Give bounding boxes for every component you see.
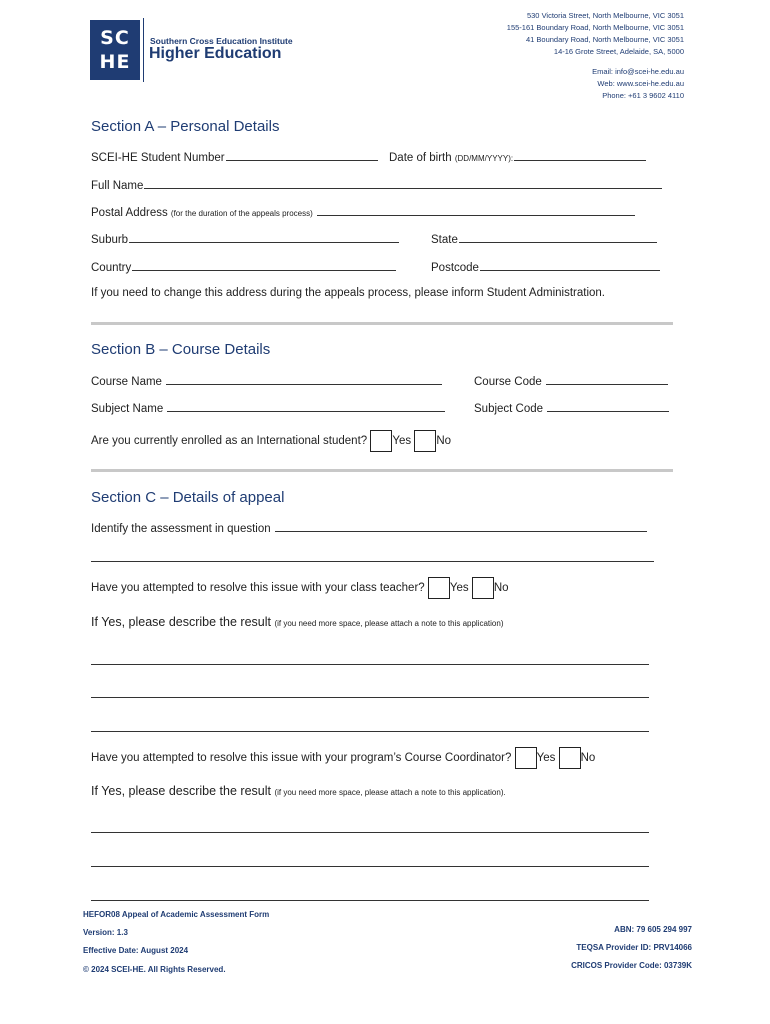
teacher-result-line[interactable] xyxy=(91,664,649,665)
coordinator-yes-label: Yes xyxy=(536,752,556,765)
address-line: 41 Boundary Road, North Melbourne, VIC 3051 xyxy=(525,35,684,44)
coordinator-no-checkbox[interactable] xyxy=(559,747,581,769)
teacher-row xyxy=(91,577,509,599)
international-question: Are you currently enrolled as an International student? xyxy=(91,435,368,448)
student-number-label: SCEI-HE Student Number xyxy=(91,152,225,164)
assessment-field-line-2[interactable] xyxy=(91,561,654,562)
teacher-result-line[interactable] xyxy=(91,731,649,732)
postal-address-label: Postal Address xyxy=(91,207,168,219)
state-field[interactable] xyxy=(459,231,657,243)
teacher-yes-label: Yes xyxy=(449,582,469,595)
course-name-label: Course Name xyxy=(91,376,162,388)
logo-divider xyxy=(143,18,144,82)
logo-top-text: SC xyxy=(100,27,130,49)
international-yes-label: Yes xyxy=(392,435,412,448)
postal-address-note: (for the duration of the appeals process) xyxy=(170,209,313,218)
assessment-label: Identify the assessment in question xyxy=(91,523,271,535)
section-a-title: Section A – Personal Details xyxy=(91,118,280,135)
full-name-field[interactable] xyxy=(144,177,662,189)
section-b-title: Section B – Course Details xyxy=(91,341,271,358)
address-change-note: If you need to change this address during the appeals process, please inform Student Administration. xyxy=(91,287,605,299)
international-row xyxy=(91,430,451,452)
coordinator-row xyxy=(91,747,595,769)
coordinator-result-line[interactable] xyxy=(91,832,649,833)
international-no-label: No xyxy=(436,435,452,448)
address-line: 14-16 Grote Street, Adelaide, SA, 5000 xyxy=(553,47,684,56)
coordinator-yes-checkbox[interactable] xyxy=(515,747,537,769)
course-code-field[interactable] xyxy=(546,373,668,385)
coordinator-result-line[interactable] xyxy=(91,866,649,867)
subject-code-row xyxy=(474,400,669,415)
dob-field[interactable] xyxy=(514,149,646,161)
address-line: 530 Victoria Street, North Melbourne, VIC 3051 xyxy=(526,11,684,20)
footer-teqsa: TEQSA Provider ID: PRV14066 xyxy=(576,943,692,952)
postcode-row xyxy=(431,259,660,274)
coordinator-question: Have you attempted to resolve this issue with your program’s Course Coordinator? xyxy=(91,752,512,765)
course-name-row xyxy=(91,373,442,388)
course-name-field[interactable] xyxy=(166,373,442,385)
institute-name: Southern Cross Education Institute xyxy=(150,36,293,46)
dob-format: (DD/MM/YYYY): xyxy=(454,154,514,163)
teacher-no-label: No xyxy=(493,582,509,595)
describe-note-2: (if you need more space, please attach a note to this application). xyxy=(274,788,506,797)
country-row xyxy=(91,259,396,274)
postal-address-row xyxy=(91,204,635,219)
student-number-field[interactable] xyxy=(226,149,378,161)
suburb-label: Suburb xyxy=(91,234,129,246)
describe-row xyxy=(91,615,504,629)
describe-row-2 xyxy=(91,784,506,798)
subject-code-label: Subject Code xyxy=(474,403,544,415)
subject-name-field[interactable] xyxy=(167,400,445,412)
assessment-field[interactable] xyxy=(275,520,647,532)
postcode-label: Postcode xyxy=(431,262,479,274)
suburb-row xyxy=(91,231,399,246)
describe-label: If Yes, please describe the result xyxy=(91,615,271,629)
describe-note: (if you need more space, please attach a note to this application) xyxy=(274,619,504,628)
subject-code-field[interactable] xyxy=(547,400,669,412)
teacher-result-line[interactable] xyxy=(91,697,649,698)
footer-form-name: HEFOR08 Appeal of Academic Assessment Form xyxy=(83,910,270,919)
teacher-yes-checkbox[interactable] xyxy=(428,577,450,599)
assessment-row xyxy=(91,520,647,535)
footer-effective-date: Effective Date: August 2024 xyxy=(83,946,189,955)
footer-abn: ABN: 79 605 294 997 xyxy=(614,925,692,934)
coordinator-result-line[interactable] xyxy=(91,900,649,901)
logo xyxy=(90,20,140,80)
state-row xyxy=(431,231,657,246)
country-field[interactable] xyxy=(132,259,396,271)
postcode-field[interactable] xyxy=(480,259,660,271)
footer-version: Version: 1.3 xyxy=(83,928,128,937)
brand-name: Higher Education xyxy=(149,45,282,62)
coordinator-no-label: No xyxy=(580,752,596,765)
dob-row xyxy=(389,149,646,164)
course-code-label: Course Code xyxy=(474,376,542,388)
international-yes-checkbox[interactable] xyxy=(370,430,392,452)
teacher-question: Have you attempted to resolve this issue with your class teacher? xyxy=(91,582,425,595)
dob-label: Date of birth xyxy=(389,152,452,164)
full-name-row xyxy=(91,177,662,192)
footer-copyright: © 2024 SCEI-HE. All Rights Reserved. xyxy=(83,965,226,974)
teacher-no-checkbox[interactable] xyxy=(472,577,494,599)
international-no-checkbox[interactable] xyxy=(414,430,436,452)
phone-line: Phone: +61 3 9602 4110 xyxy=(602,91,684,100)
describe-label-2: If Yes, please describe the result xyxy=(91,784,271,798)
footer-cricos: CRICOS Provider Code: 03739K xyxy=(571,961,692,970)
section-divider xyxy=(91,469,673,472)
subject-name-label: Subject Name xyxy=(91,403,164,415)
full-name-label: Full Name xyxy=(91,180,144,192)
suburb-field[interactable] xyxy=(129,231,399,243)
section-c-title: Section C – Details of appeal xyxy=(91,489,285,506)
student-number-row xyxy=(91,149,378,164)
course-code-row xyxy=(474,373,668,388)
logo-bottom-text: HE xyxy=(99,51,131,73)
address-line: 155-161 Boundary Road, North Melbourne, VIC 3051 xyxy=(506,23,684,32)
subject-name-row xyxy=(91,400,445,415)
web-line: Web: www.scei-he.edu.au xyxy=(597,79,684,88)
postal-address-field[interactable] xyxy=(317,204,635,216)
country-label: Country xyxy=(91,262,132,274)
section-divider xyxy=(91,322,673,325)
state-label: State xyxy=(431,234,458,246)
email-line: Email: info@scei-he.edu.au xyxy=(592,67,684,76)
